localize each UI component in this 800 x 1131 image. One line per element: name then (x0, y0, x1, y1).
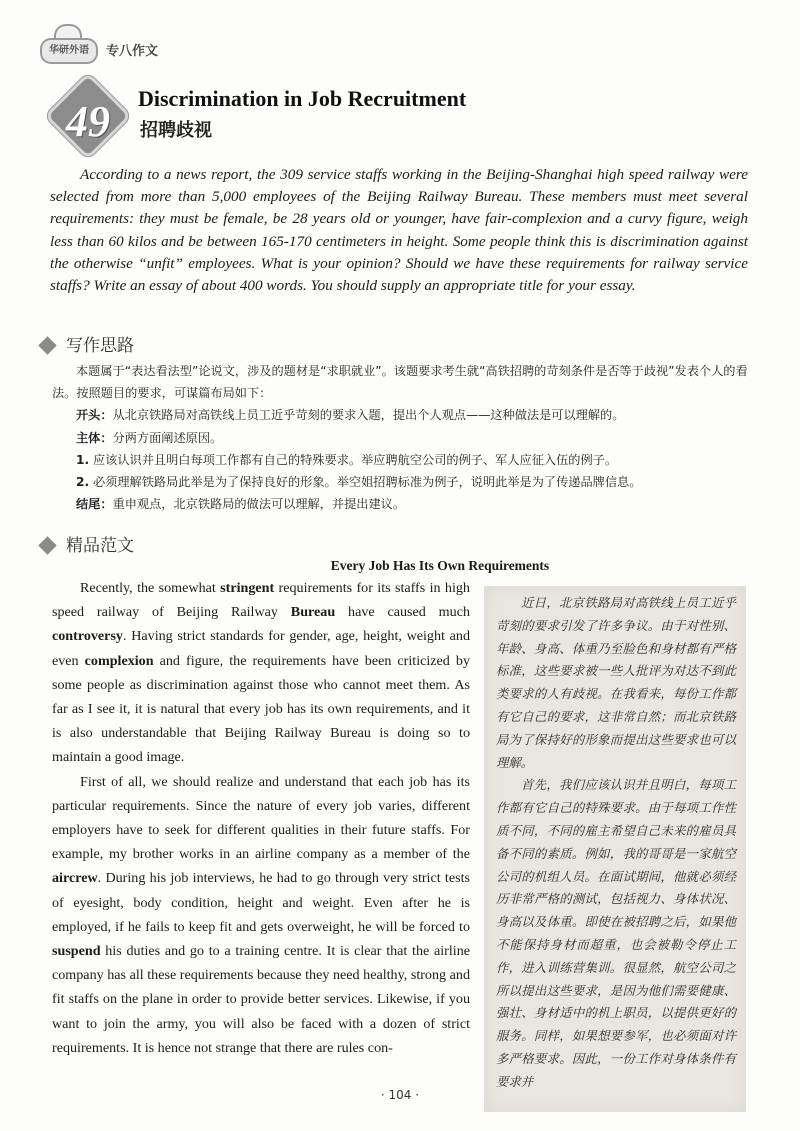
vocab-highlight: complexion (84, 652, 154, 669)
ideas-opening (52, 404, 748, 426)
ideas-ending (52, 493, 748, 515)
translation-paragraph-1: 近日，北京铁路局对高铁线上员工近乎苛刻的要求引发了许多争议。由于对性别、年龄、身高、体重乃至脸色和身材都有严格标准，这些要求被一些人批评为对达不到此类要求的人有歧视。在我看来，每份工作都有它自己的要求，这非常自然；而北京铁路局为了保持好的形象而提出这些要求也可以理解。 (496, 595, 736, 770)
diamond-bullet-icon (38, 536, 56, 554)
text-run: his duties and go to a training centre. It is clear that the airline company has all these requirements because they need healthy, strong and fit staffs on the plane in order to provide better services. Likewise, if you want to join the army, you will also be faced with a dozen of strict requirements. It is hence not strange that there are rules con- (52, 943, 470, 1056)
topic-number-badge (48, 78, 128, 158)
vocab-highlight: Bureau (290, 604, 336, 621)
text-run: have caused much (335, 604, 470, 621)
diamond-bullet-icon (38, 336, 56, 354)
ideas-body (52, 427, 748, 449)
section-heading-ideas (38, 334, 134, 358)
translation-panel (484, 586, 746, 1112)
ideas-point-1 (52, 449, 748, 471)
section-heading-sample (38, 534, 134, 558)
ideas-point-1-label: 1. (76, 452, 90, 467)
vocab-highlight: aircrew (52, 870, 98, 887)
ideas-point-1-text: 应该认识并且明白每项工作都有自己的特殊要求。举应聘航空公司的例子、军人应征入伍的例子。 (89, 452, 618, 467)
ideas-body-text: 分两方面阐述原因。 (112, 430, 223, 445)
section-heading-ideas-label: 写作思路 (66, 336, 134, 356)
writing-ideas (52, 360, 748, 515)
essay-prompt: According to a news report, the 309 service staffs working in the Beijing-Shanghai high speed railway were selected from more than 5,000 employees of the Beijing Railway Bureau. These members must meet several requirements: they must be female, be 28 years old or younger, have fair-complexion and a curvy figure, weigh less than 60 kilos and be between 165-170 centimeters in height. Some people think this is discrimination against the otherwise “unfit” employees. What is your opinion? Should we have these requirements for railway service staffs? Write an essay of about 400 words. You should supply an appropriate title for your essay. (50, 166, 748, 295)
essay-paragraph-1 (52, 576, 470, 770)
translation-paragraph-2: 首先，我们应该认识并且明白，每项工作都有它自己的特殊要求。由于每项工作性质不同，不同的雇主希望自己未来的雇员具备不同的素质。例如，我的哥哥是一家航空公司的机组人员。在面试期间，他就必须经历非常严格的测试，包括视力、身体状况、身高以及体重。即使在被招聘之后，如果他不能保持身材而超重，也会被勒令停止工作，进入训练营集训。很显然，航空公司之所以提出这些要求，是因为他们需要健康、强壮、身材适中的机上职员，以提供更好的服务。同样，如果想要参军，也必须面对许多严格要求。因此，一份工作对身体条件有要求并 (496, 777, 736, 1089)
ideas-body-label: 主体： (76, 430, 113, 445)
ideas-opening-text: 从北京铁路局对高铁线上员工近乎苛刻的要求入题，提出个人观点——这种做法是可以理解的。 (112, 408, 625, 423)
brand-header (18, 16, 208, 62)
ideas-point-2 (52, 471, 748, 493)
text-run: . During his job interviews, he had to go through very strict tests of eyesight, body condition, height and weight. Even after he is employed, if he fails to keep fit and gets overweight, he will be forced to (52, 870, 470, 935)
translation-text (496, 592, 736, 1094)
topic-title-cn: 招聘歧视 (140, 120, 212, 141)
vocab-highlight: stringent (220, 580, 275, 596)
ideas-opening-label: 开头： (76, 408, 113, 423)
vocab-highlight: suspend (52, 943, 101, 960)
topic-number: 49 (66, 97, 110, 146)
series-label: 专八作文 (106, 44, 159, 59)
text-run: and figure, the requirements have been criticized by some people as discrimination against those who cannot meet them. As far as I see it, it is natural that every job has its own requirements, and it is also understandable that Beijing Railway Bureau is doing so to maintain a good image. (52, 652, 470, 766)
topic-title-en: Discrimination in Job Recruitment (138, 86, 467, 111)
ideas-point-2-label: 2. (76, 475, 90, 490)
ideas-point-2-text: 必须理解铁路局此举是为了保持良好的形象。举空姐招聘标准为例子，说明此举是为了传递品牌信息。 (89, 475, 642, 490)
essay-body (52, 576, 470, 1060)
ideas-ending-label: 结尾： (76, 497, 113, 512)
ideas-intro: 本题属于“表达看法型”论说文，涉及的题材是“求职就业”。该题要求考生就“高铁招聘的苛刻条件是否等于歧视”发表个人的看法。按照题目的要求，可谋篇布局如下： (52, 364, 748, 401)
section-heading-sample-label: 精品范文 (66, 536, 134, 556)
ideas-ending-text: 重申观点，北京铁路局的做法可以理解，并提出建议。 (112, 497, 406, 512)
essay-title: Every Job Has Its Own Requirements (330, 558, 550, 573)
vocab-highlight: controversy (52, 628, 123, 645)
essay-paragraph-2 (52, 770, 470, 1060)
publisher-logo: 华研外语 (40, 38, 98, 64)
text-run: requirements for its staffs in high speed railway of Beijing Railway (52, 580, 470, 621)
text-run: Recently, the somewhat (80, 580, 221, 596)
page-number: · 104 · (380, 1088, 420, 1102)
text-run: . Having strict standards for gender, age, height, weight and even (52, 628, 470, 669)
text-run: First of all, we should realize and understand that each job has its particular requirements. Since the nature of every job varies, different employers have to seek for different qualities in their future staffs. For example, my brother works in an airline company as a member of the (52, 773, 470, 863)
